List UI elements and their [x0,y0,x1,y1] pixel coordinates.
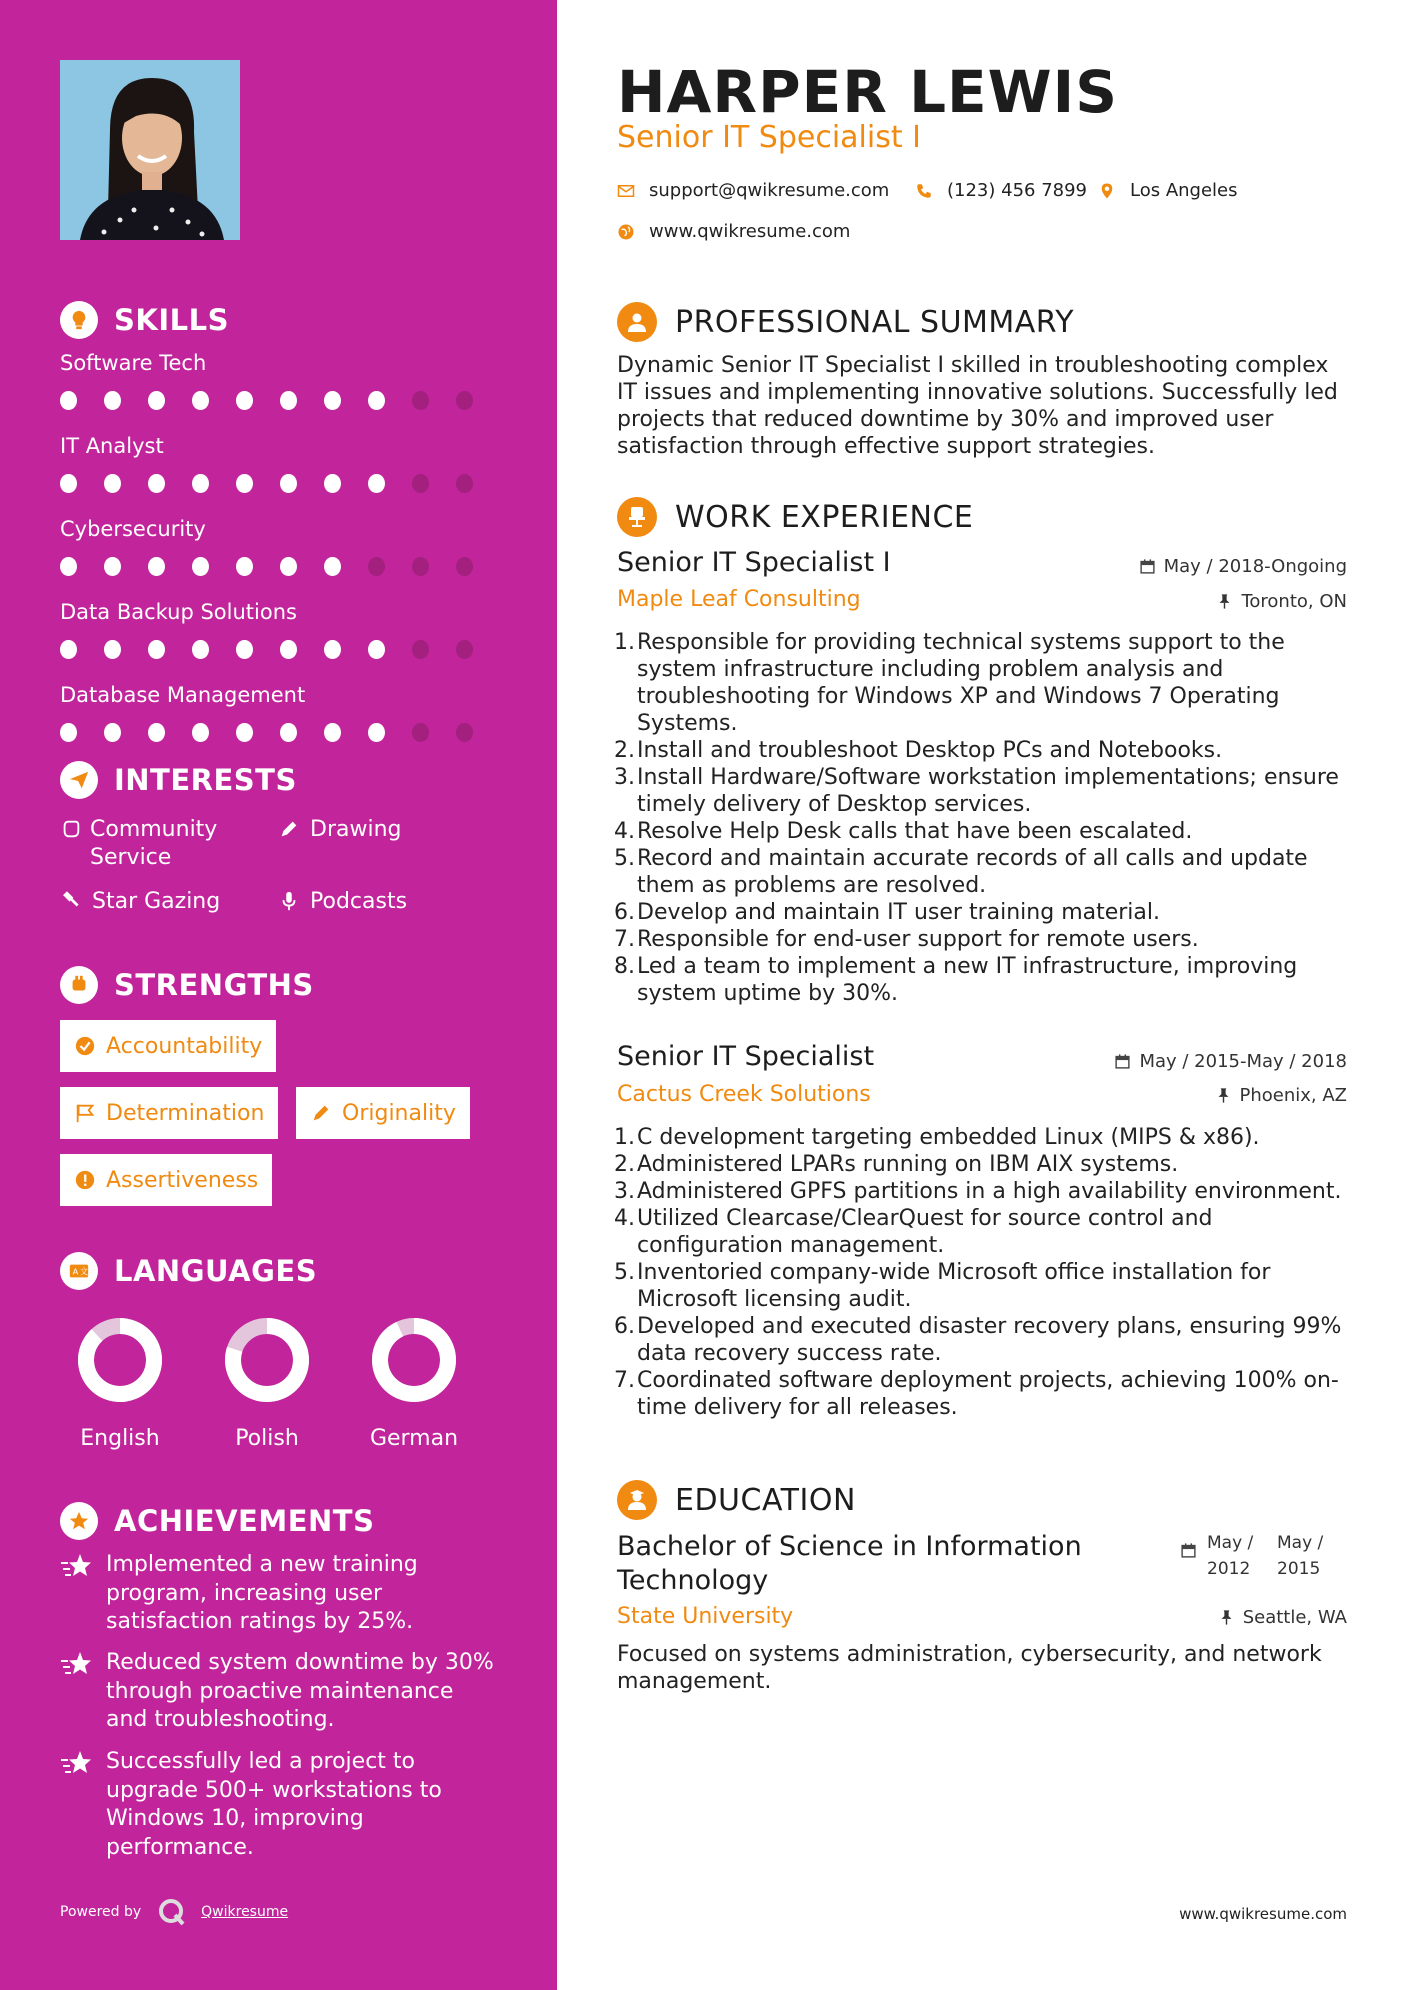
achievements-section [60,1501,500,1871]
shooting-star-icon [60,1551,96,1581]
list-item [614,1124,1352,1151]
rating-dot-filled [368,391,385,410]
strength-chip: Originality [296,1087,470,1139]
pencil-icon [310,1102,332,1124]
rating-dot-filled [60,557,77,576]
skill-name: Database Management [60,683,306,707]
rating-dot-empty [412,640,429,659]
education-location: Seattle, WA [1218,1607,1347,1628]
skill-name: Software Tech [60,351,207,375]
achievement-item: Successfully led a project to upgrade 500+ workstations to Windows 10, improving performance. [60,1748,500,1862]
strength-chip: Determination [60,1087,278,1139]
rating-dot-filled [148,391,165,410]
job-company: Maple Leaf Consulting [617,587,861,612]
rating-dot-filled [324,474,341,493]
list-item [614,764,1352,818]
language-name: German [369,1426,459,1451]
skill-item [60,431,500,506]
skill-item [60,597,500,672]
rating-dot-empty [456,640,473,659]
contact-email[interactable]: support@qwikresume.com [617,180,889,201]
list-text: Coordinated software deployment projects, achieving 100% on-time delivery for all releases. [637,1368,1339,1420]
strengths-heading: STRENGTHS [60,965,500,1005]
rating-dot-filled [280,391,297,410]
language-icon [60,1252,98,1290]
rating-dot-filled [236,391,253,410]
list-item [614,1205,1352,1259]
rating-dot-filled [368,723,385,742]
skill-rating [60,544,500,589]
rating-dot-filled [104,474,121,493]
exclamation-circle-icon [74,1169,96,1191]
list-number: 4. [614,819,635,844]
rating-dot-filled [192,557,209,576]
rating-dot-filled [148,557,165,576]
languages-section [60,1251,500,1451]
main-content [614,0,1347,1990]
list-text: Develop and maintain IT user training material. [637,900,1161,925]
skill-rating [60,627,500,672]
list-item [614,1178,1352,1205]
list-text: Inventoried company-wide Microsoft office installation for Microsoft licensing audit. [637,1260,1271,1312]
list-text: Utilized Clearcase/ClearQuest for source control and configuration management. [637,1206,1213,1258]
check-circle-icon [74,1035,96,1057]
user-icon [617,302,657,342]
language-item [344,1316,484,1451]
skill-rating [60,461,500,506]
list-item [614,629,1352,737]
interest-item: Community Service [60,816,260,872]
fist-icon [60,966,98,1004]
interest-item: Drawing [278,816,401,844]
envelope-icon [617,182,635,200]
rating-dot-filled [324,391,341,410]
skill-item [60,680,500,755]
rating-dot-filled [148,474,165,493]
calendar-icon [1139,558,1156,575]
shooting-star-icon [60,1748,96,1778]
education-description: Focused on systems administration, cybersecurity, and network management. [617,1642,1322,1694]
list-number: 1. [614,1125,635,1150]
list-text: C development targeting embedded Linux (MIPS & x86). [637,1125,1260,1150]
job-title: Senior IT Specialist I [617,547,891,578]
job-dates: May / 2015-May / 2018 [1114,1051,1347,1072]
skill-name: IT Analyst [60,434,164,458]
list-item [614,953,1352,1007]
rating-dot-filled [60,723,77,742]
list-number: 6. [614,900,635,925]
rating-dot-empty [412,723,429,742]
rating-dot-filled [148,640,165,659]
candidate-name: HARPER LEWIS [617,58,1118,126]
interest-item: Podcasts [278,888,407,916]
rating-dot-filled [368,474,385,493]
achievement-item: Implemented a new training program, increasing user satisfaction ratings by 25%. [60,1551,500,1637]
list-item [614,1151,1352,1178]
rating-dot-filled [236,474,253,493]
language-name: Polish [235,1426,299,1451]
experience-heading: WORK EXPERIENCE [617,495,973,539]
flag-icon [74,1102,96,1124]
list-item [614,899,1352,926]
pushpin-icon [1218,1609,1235,1626]
profile-photo [60,60,240,240]
list-number: 2. [614,738,635,763]
phone-icon [915,182,933,200]
list-number: 2. [614,1152,635,1177]
job-company: Cactus Creek Solutions [617,1082,871,1107]
rating-dot-filled [280,557,297,576]
education-dates [1180,1530,1347,1582]
list-number: 5. [614,1260,635,1285]
svg-text:文: 文 [79,1266,89,1277]
list-text: Install Hardware/Software workstation implementations; ensure timely delivery of Desktop services. [637,765,1339,817]
pencil-icon [278,818,302,842]
rating-dot-empty [456,474,473,493]
rating-dot-filled [280,723,297,742]
graduate-icon [617,1480,657,1520]
language-item [50,1316,190,1451]
list-text: Administered GPFS partitions in a high availability environment. [637,1179,1342,1204]
list-text: Developed and executed disaster recovery plans, ensuring 99% data recovery success rate. [637,1314,1342,1366]
language-item [197,1316,337,1451]
list-text: Responsible for end-user support for remote users. [637,927,1199,952]
list-text: Install and troubleshoot Desktop PCs and Notebooks. [637,738,1223,763]
interests-heading: INTERESTS [60,760,500,800]
job-title: Senior IT Specialist [617,1041,875,1072]
list-item [614,818,1352,845]
rating-dot-filled [236,640,253,659]
paper-plane-icon [60,761,98,799]
strengths-section [60,965,500,1215]
rating-dot-filled [60,474,77,493]
job-location: Phoenix, AZ [1215,1085,1348,1106]
rating-dot-filled [104,557,121,576]
interests-section [60,760,500,966]
skill-rating [60,710,500,755]
list-item [614,1313,1352,1367]
rating-dot-filled [148,723,165,742]
skill-name: Data Backup Solutions [60,600,297,624]
rating-dot-empty [412,474,429,493]
shooting-star-icon [60,1649,96,1679]
calendar-icon [1180,1542,1197,1559]
list-number: 7. [614,927,635,952]
list-number: 3. [614,1179,635,1204]
list-number: 4. [614,1206,635,1231]
languages-heading: A 文 LANGUAGES [60,1251,500,1291]
map-pin-icon [1098,182,1116,200]
rating-dot-filled [192,640,209,659]
rating-dot-filled [368,640,385,659]
pushpin-icon [1216,593,1233,610]
calendar-icon [1114,1053,1131,1070]
rating-dot-filled [60,640,77,659]
list-number: 5. [614,846,635,871]
rating-dot-empty [456,723,473,742]
education-degree: Bachelor of Science in Information Technology [617,1531,1082,1596]
skill-item [60,348,500,423]
rating-dot-filled [324,557,341,576]
candidate-title: Senior IT Specialist I [617,120,921,155]
education-start: May / 2012 [1207,1533,1254,1579]
rating-dot-filled [192,474,209,493]
rating-dot-empty [412,391,429,410]
skill-item [60,514,500,589]
globe-icon [617,223,635,241]
contact-phone[interactable]: (123) 456 7899 [915,180,1087,201]
list-number: 8. [614,954,635,979]
rating-dot-filled [104,391,121,410]
rating-dot-empty [412,557,429,576]
footer-website-link[interactable]: www.qwikresume.com [1179,1905,1347,1923]
pushpin-icon [1215,1087,1232,1104]
list-item [614,926,1352,953]
language-proficiency-ring [370,1316,458,1404]
skills-heading: SKILLS [60,300,500,340]
language-proficiency-ring [223,1316,311,1404]
list-number: 6. [614,1314,635,1339]
powered-by: Powered by Qwikresume [60,1897,288,1927]
achievements-heading: ACHIEVEMENTS [60,1501,500,1541]
gavel-icon [60,890,84,914]
list-text: Administered LPARs running on IBM AIX systems. [637,1152,1179,1177]
interest-item: Star Gazing [60,888,220,916]
lightbulb-icon [60,301,98,339]
list-item [614,737,1352,764]
star-icon [60,1502,98,1540]
achievement-item: Reduced system downtime by 30% through proactive maintenance and troubleshooting. [60,1649,500,1735]
rating-dot-empty [368,557,385,576]
rating-dot-filled [104,723,121,742]
list-item [614,1259,1352,1313]
qwikresume-logo-icon [157,1897,187,1927]
rating-dot-filled [280,640,297,659]
rating-dot-filled [60,391,77,410]
hand-icon [60,818,82,842]
list-number: 3. [614,765,635,790]
microphone-icon [278,890,302,914]
strength-chip: Assertiveness [60,1154,272,1206]
contact-location: Los Angeles [1098,180,1238,201]
job-responsibilities [614,629,1352,1007]
rating-dot-filled [324,640,341,659]
job-dates: May / 2018-Ongoing [1139,556,1347,577]
language-name: English [80,1426,160,1451]
skills-list [60,348,500,755]
list-text: Led a team to implement a new IT infrastructure, improving system uptime by 30%. [637,954,1298,1006]
education-heading: EDUCATION [617,1478,856,1522]
job-location: Toronto, ON [1216,591,1347,612]
rating-dot-filled [104,640,121,659]
summary-text: Dynamic Senior IT Specialist I skilled in troubleshooting complex IT issues and implementing innovative solutions. Successfully led projects that reduced downtime by 30% and improved user satisfaction through effective support strategies. [617,353,1338,459]
contact-website[interactable]: www.qwikresume.com [617,221,850,242]
svg-text:A: A [72,1266,79,1277]
interests-list [60,816,500,966]
list-item [614,1367,1352,1421]
skills-section [60,300,500,755]
job-responsibilities [614,1124,1352,1421]
list-text: Record and maintain accurate records of all calls and update them as problems are resolved. [637,846,1308,898]
list-number: 7. [614,1368,635,1393]
chair-icon [617,497,657,537]
summary-heading: PROFESSIONAL SUMMARY [617,300,1074,344]
rating-dot-empty [456,557,473,576]
rating-dot-filled [236,557,253,576]
rating-dot-filled [192,723,209,742]
rating-dot-filled [324,723,341,742]
education-end: May / 2015 [1277,1533,1324,1579]
rating-dot-filled [192,391,209,410]
strength-chip: Accountability [60,1020,276,1072]
rating-dot-empty [456,391,473,410]
list-text: Responsible for providing technical systems support to the system infrastructure including problem analysis and troubleshooting for Windows XP and Windows 7 Operating Systems. [637,630,1285,736]
list-item [614,845,1352,899]
rating-dot-filled [280,474,297,493]
skill-rating [60,378,500,423]
sidebar [0,0,557,1990]
list-number: 1. [614,630,635,655]
skill-name: Cybersecurity [60,517,206,541]
rating-dot-filled [236,723,253,742]
qwikresume-link[interactable]: Qwikresume [201,1904,289,1920]
list-text: Resolve Help Desk calls that have been escalated. [637,819,1193,844]
language-proficiency-ring [76,1316,164,1404]
education-school: State University [617,1604,794,1629]
